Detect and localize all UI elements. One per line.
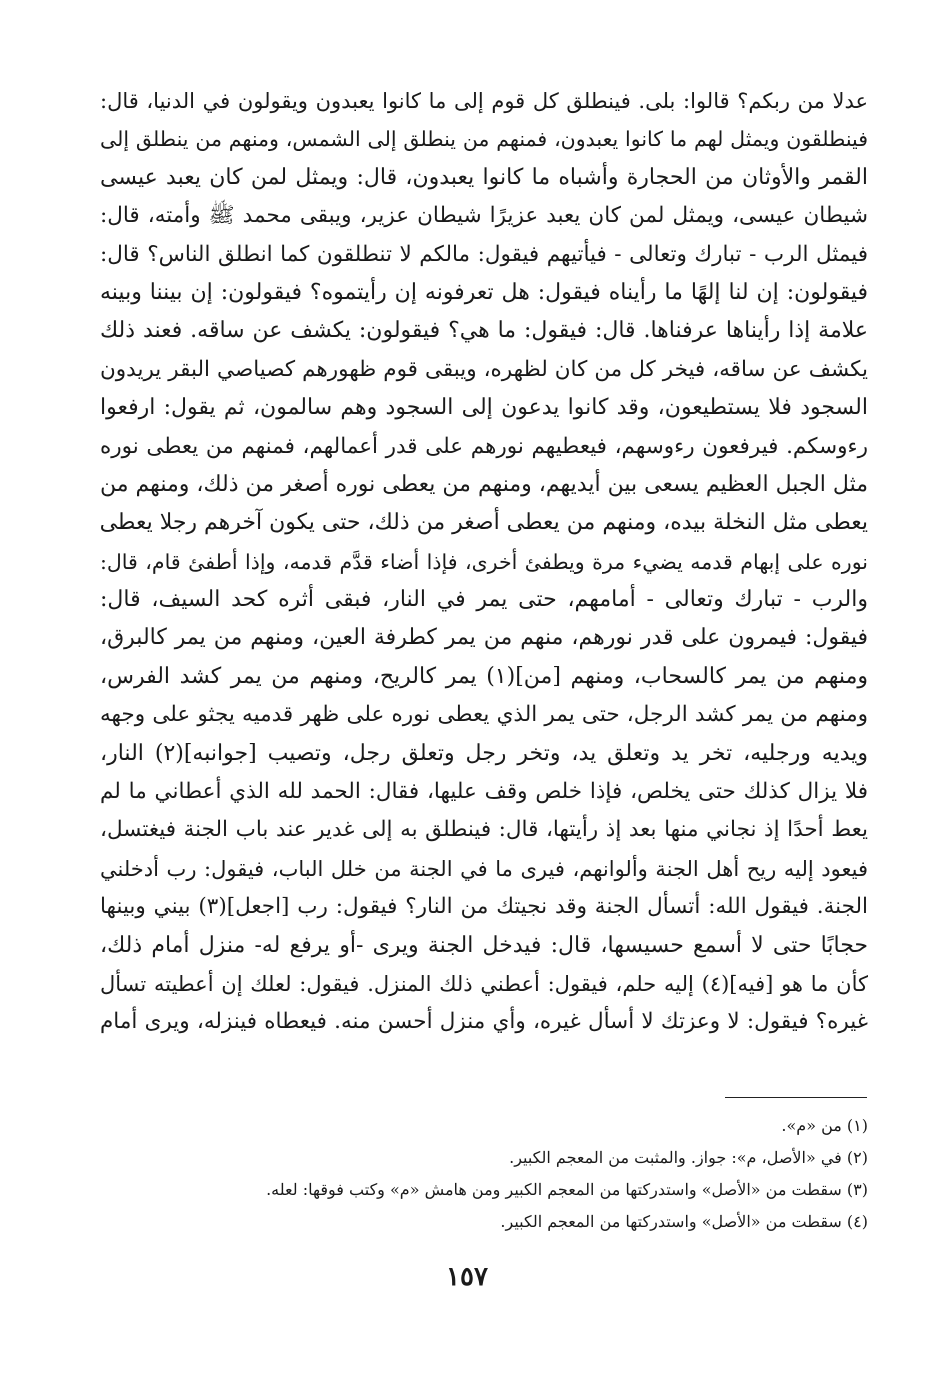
text-line: يكشف عن ساقه، فيخر كل من كان لظهره، ويبقى قوم ظهورهم كصياصي البقر يريدون bbox=[100, 356, 868, 382]
text-line: ويديه ورجليه، تخر يد وتعلق يد، وتخر رجل وتعلق رجل، وتصيب [جوانبه](٢) النار، bbox=[100, 740, 868, 766]
text-line: حجابًا حتى لا أسمع حسيسها، قال: فيدخل الجنة ويرى -أو يرفع له- منزل أمام ذلك، bbox=[100, 932, 868, 958]
text-line: غيره؟ فيقول: لا وعزتك لا أسأل غيره، وأي منزل أحسن منه. فيعطاه فينزله، ويرى أمام bbox=[100, 1009, 868, 1035]
text-line: شيطان عيسى، ويمثل لمن كان يعبد عزيرًا شيطان عزير، ويبقى محمد ﷺ وأمته، قال: bbox=[100, 203, 868, 229]
text-line: فيقول: فيمرون على قدر نورهم، منهم من يمر كطرفة العين، ومنهم من يمر كالبرق، bbox=[100, 625, 868, 651]
text-line: الجنة. فيقول الله: أتسأل الجنة وقد نجيتك من النار؟ فيقول: رب [اجعل](٣) بيني وبينها bbox=[100, 894, 868, 920]
footnotes bbox=[100, 1110, 868, 1238]
text-line: كأن ما هو [فيه](٤) إليه حلم، فيقول: أعطني ذلك المنزل. فيقول: لعلك إن أعطيته تسأل bbox=[100, 971, 868, 996]
text-line: ومنهم من يمر كالسحاب، ومنهم [من](١) يمر كالريح، ومنهم من يمر كشد الفرس، bbox=[100, 663, 868, 689]
text-line: والرب - تبارك وتعالى - أمامهم، حتى يمر في النار، فبقى أثره كحد السيف، قال: bbox=[100, 587, 868, 613]
text-line: فيقولون: إن لنا إلهًا ما رأيناه فيقول: هل تعرفونه إن رأيتموه؟ فيقولون: إن بيننا وبينه bbox=[100, 279, 868, 305]
text-line: السجود فلا يستطيعون، وقد كانوا يدعون إلى السجود وهم سالمون، ثم يقول: ارفعوا bbox=[100, 395, 868, 421]
text-line: القمر والأوثان من الحجارة وأشباه ما كانوا يعبدون، قال: ويمثل لمن كان يعبد عيسى bbox=[100, 164, 868, 190]
footnote: (٤) سقطت من «الأصل» واستدركتها من المعجم الكبير. bbox=[500, 1212, 868, 1231]
footnote-divider bbox=[725, 1097, 867, 1098]
text-line: علامة إذا رأيناها عرفناها. قال: فيقول: ما هي؟ فيقولون: يكشف عن ساقه. فعند ذلك bbox=[100, 318, 868, 344]
text-line: فينطلقون ويمثل لهم ما كانوا يعبدون، فمنهم من ينطلق إلى الشمس، ومنهم من ينطلق إلى bbox=[100, 127, 868, 152]
text-line: نوره على إبهام قدمه يضيء مرة ويطفئ أخرى، فإذا أضاء قدَّم قدمه، وإذا أطفئ قام، قال: bbox=[100, 549, 868, 574]
text-line: مثل الجبل العظيم يسعى بين أيديهم، ومنهم من يعطى نوره أصغر من ذلك، ومنهم من bbox=[100, 471, 868, 497]
main-text bbox=[100, 82, 868, 1042]
footnote: (٣) سقطت من «الأصل» واستدركتها من المعجم الكبير ومن هامش «م» وكتب فوقها: لعله. bbox=[266, 1180, 868, 1199]
text-line: فلا يزال كذلك حتى يخلص، فإذا خلص وقف عليها، فقال: الحمد لله الذي أعطاني ما لم bbox=[100, 779, 868, 805]
text-line: ومنهم من يمر كشد الرجل، حتى يمر الذي يعطى نوره على ظهر قدميه يجثو على وجهه bbox=[100, 702, 868, 728]
footnote: (٢) في «الأصل، م»: جواز. والمثبت من المعجم الكبير. bbox=[509, 1148, 868, 1167]
text-line: رءوسكم. فيرفعون رءوسهم، فيعطيهم نورهم على قدر أعمالهم، فمنهم من يعطى نوره bbox=[100, 433, 868, 459]
text-line: فيعود إليه ريح أهل الجنة وألوانهم، فيرى ما في الجنة من خلل الباب، فيقول: رب أدخلني bbox=[100, 856, 868, 881]
footnote: (١) من «م». bbox=[781, 1116, 868, 1135]
page-number: ١٥٧ bbox=[446, 1262, 488, 1292]
text-line: عدلا من ربكم؟ قالوا: بلى. فينطلق كل قوم إلى ما كانوا يعبدون ويقولون في الدنيا، قال: bbox=[100, 89, 868, 113]
text-line: يعطى مثل النخلة بيده، ومنهم من يعطى أصغر من ذلك، حتى يكون آخرهم رجلا يعطى bbox=[100, 510, 868, 536]
text-line: فيمثل الرب - تبارك وتعالى - فيأتيهم فيقول: مالكم لا تنطلقون كما انطلق الناس؟ قال: bbox=[100, 241, 868, 267]
text-line: يعط أحدًا إذ نجاني منها بعد إذ رأيتها، قال: فينطلق به إلى غدير عند باب الجنة فيغتسل، bbox=[100, 817, 868, 843]
